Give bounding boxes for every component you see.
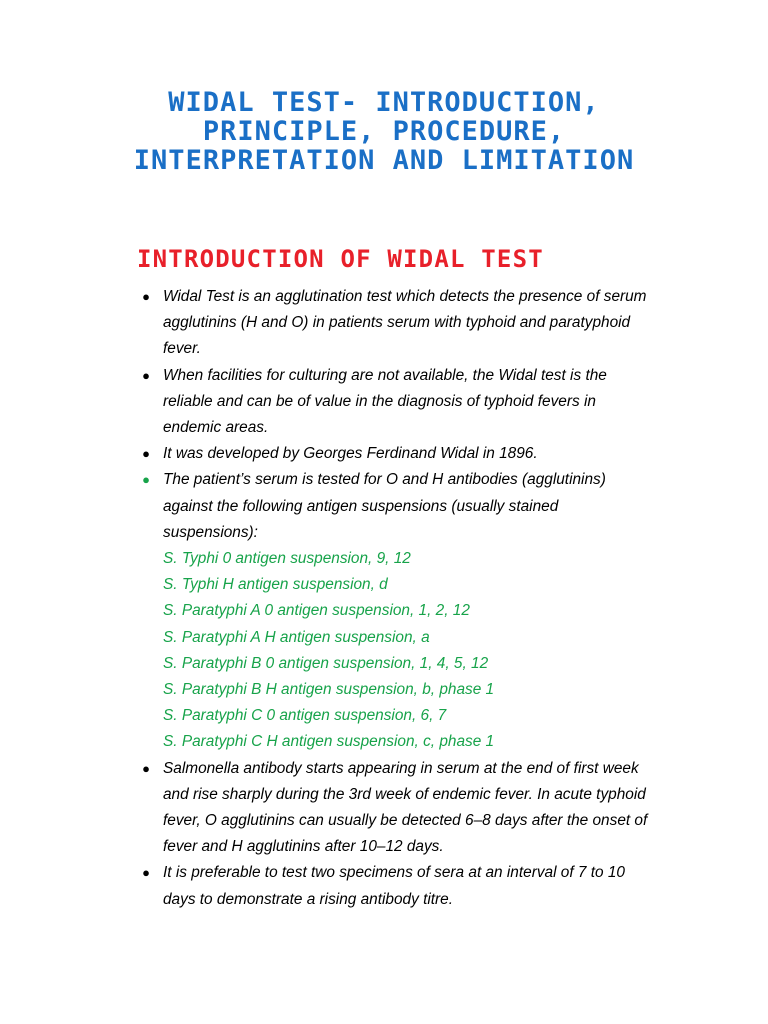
bullet-list: [0, 284, 768, 913]
bullet-icon: ●: [142, 289, 150, 304]
list-item: [0, 363, 655, 442]
antigen-suspension-item: S. Typhi H antigen suspension, d: [163, 576, 388, 594]
list-item-text: Salmonella antibody starts appearing in serum at the end of first week and rise sharply during the 3rd week of endemic fever. In acute typhoid fever, O agglutinins can usually be detected 6–8 days after the onset of fever and H agglutinins after 10–12 days.: [163, 759, 648, 856]
bullet-icon: ●: [142, 760, 150, 776]
list-item: [0, 284, 655, 363]
bullet-icon: ●: [142, 472, 150, 488]
list-item-text: When facilities for culturing are not available, the Widal test is the reliable and can be of value in the diagnosis of typhoid fevers in endemic areas.: [163, 366, 607, 437]
list-item-text: The patient’s serum is tested for O and H antibodies (agglutinins) against the following antigen suspensions (usually stained suspensions):: [163, 471, 606, 541]
list-item-text: It is preferable to test two specimens of sera at an interval of 7 to 10 days to demonstrate a rising antibody titre.: [163, 864, 625, 908]
antigen-suspension-item: S. Paratyphi C H antigen suspension, c, phase 1: [163, 733, 495, 751]
antigen-suspension-list: [0, 546, 768, 756]
antigen-suspension-item: S. Paratyphi B 0 antigen suspension, 1, 4, 5, 12: [163, 654, 489, 672]
list-item-text: Widal Test is an agglutination test which detects the presence of serum agglutinins (H and O) in patients serum with typhoid and paratyphoid fever.: [163, 288, 647, 358]
antigen-suspension-item: S. Paratyphi A 0 antigen suspension, 1, 2, 12: [163, 602, 470, 620]
section-heading: INTRODUCTION OF WIDAL TEST: [137, 245, 544, 273]
list-item: [0, 860, 655, 912]
document-title: WIDAL TEST- INTRODUCTION, PRINCIPLE, PROCEDURE, INTERPRETATION AND LIMITATION: [133, 87, 635, 176]
list-item-text: It was developed by Georges Ferdinand Widal in 1896.: [163, 445, 538, 463]
bullet-icon: ●: [142, 446, 150, 462]
antigen-suspension-item: S. Typhi 0 antigen suspension, 9, 12: [163, 550, 411, 568]
list-item: [0, 467, 655, 546]
bullet-icon: ●: [142, 367, 150, 383]
list-item: [0, 756, 655, 861]
bullet-icon: ●: [142, 865, 150, 881]
list-item: [0, 441, 655, 467]
antigen-suspension-item: S. Paratyphi B H antigen suspension, b, phase 1: [163, 681, 495, 699]
antigen-suspension-item: S. Paratyphi C 0 antigen suspension, 6, 7: [163, 707, 447, 725]
antigen-suspension-item: S. Paratyphi A H antigen suspension, a: [163, 628, 430, 646]
